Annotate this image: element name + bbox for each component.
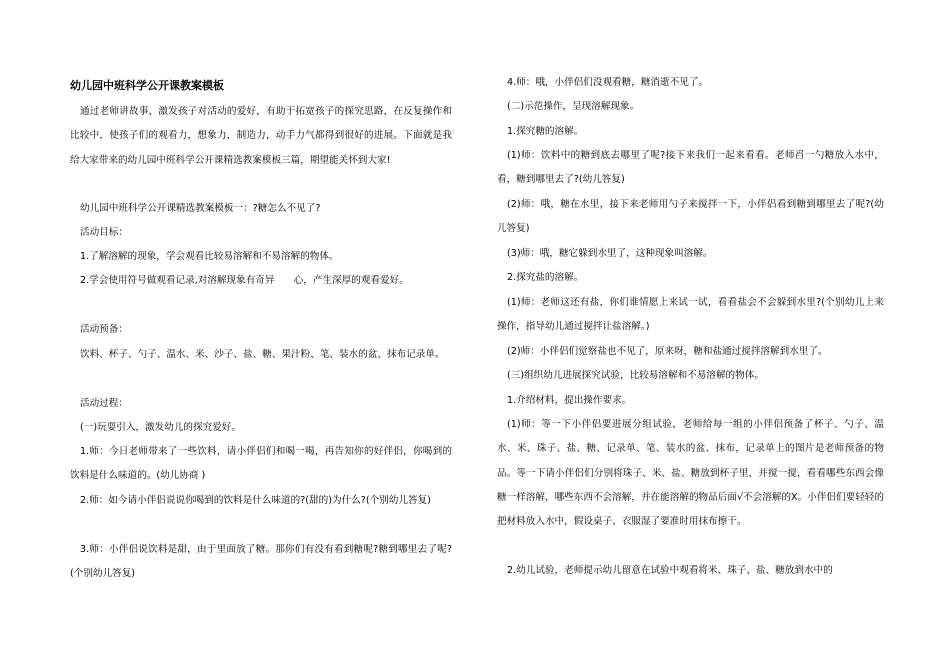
process-paragraph: 3.师：小伴侣说饮料是甜，由于里面放了糖。那你们有没有看到糖呢?糖到哪里去了呢?(个别幼儿答复) xyxy=(70,544,452,580)
objective-item: 1.了解溶解的现象，学会观看比较易溶解和不易溶解的物体。 xyxy=(80,251,339,262)
process-paragraph: (2)师：小伴侣们觉察盐也不见了，原来呀，糖和盐通过搅拌溶解到水里了。 xyxy=(507,346,828,357)
sub-heading: 2.探究盐的溶解。 xyxy=(507,272,584,283)
process-paragraph: (1)师：饮料中的糖到底去哪里了呢?接下来我们一起来看看。老师舀一勺糖放入水中，看，糖到哪里去了?(幼儿答复) xyxy=(497,150,884,186)
section-heading: (三)组织幼儿进展探究试验，比较易溶解和不易溶解的物体。 xyxy=(507,370,764,381)
section-heading: (一)玩耍引入，激发幼儿的探究爱好。 xyxy=(80,422,241,433)
preparation-heading: 活动预备： xyxy=(80,324,128,335)
process-paragraph: 4.师：哦，小伴侣们没观看糖，糖消逝不见了。 xyxy=(507,77,709,88)
objective-item: 2.学会使用符号做观看记录,对溶解现象有奇异 心，产生深厚的观看爱好。 xyxy=(80,275,409,286)
process-paragraph: 2.师：如今请小伴侣说说你喝到的饮料是什么味道的?(甜的)为什么?(个别幼儿答复) xyxy=(80,495,431,506)
process-paragraph: (1)师：等一下小伴侣要进展分组试验，老师给每一组的小伴侣预备了杯子、勺子、温水、米、珠子、盐、糖、记录单、笔、装水的盆、抹布，记录单上的图片是老师预备的物品。等一下请小伴侣们分别将珠子、米、盐、糖放到杯子里，并搅一搅，看看哪些东西会像糖一样溶解，哪些东西不会溶解，并在能溶解的物品后面√不会溶解的X。小伴侣们要轻轻的把材料放入水中，假设桌子、衣服湿了要准时用抹布擦干。 xyxy=(497,419,884,528)
section-heading: (二)示范操作，呈现溶解现象。 xyxy=(507,101,640,112)
sub-heading: 1.介绍材料，提出操作要求。 xyxy=(507,395,632,406)
materials-paragraph: 饮料、杯子、勺子、温水、米、沙子、盐、糖、果汁粉、笔、装水的盆、抹布记录单。 xyxy=(80,349,445,360)
process-paragraph: (2)师：哦，糖在水里，接下来老师用勺子来搅拌一下，小伴侣看到糖到哪里去了呢?(幼儿答复) xyxy=(497,199,884,235)
objectives-heading: 活动目标： xyxy=(80,227,128,238)
process-paragraph: 1.师：今日老师带来了一些饮料，请小伴侣们和喝一喝，再告知你的好伴侣，你喝到的饮料是什么味道的。(幼儿协商 ) xyxy=(70,446,452,482)
process-paragraph: 2.幼儿试验，老师提示幼儿留意在试验中观看将米、珠子、盐、糖放到水中的 xyxy=(507,565,833,576)
process-paragraph: (1)师：老师这还有盐，你们谁情愿上来试一试，看看盐会不会躲到水里?(个别幼儿上来操作，指导幼儿通过搅拌让盐溶解。) xyxy=(497,297,884,333)
document-title: 幼儿园中班科学公开课教案模板 xyxy=(70,79,224,92)
process-paragraph: (3)师：哦，糖它躲到水里了，这种现象叫溶解。 xyxy=(507,248,713,259)
sub-heading: 1.探究糖的溶解。 xyxy=(507,126,584,137)
process-heading: 活动过程： xyxy=(80,398,128,409)
intro-paragraph: 通过老师讲故事，激发孩子对活动的爱好，有助于拓宽孩子的探究思路，在反复操作和比较中，使孩子们的观看力，想象力，制造力，动手力气都得到很好的进展。下面就是我给大家带来的幼儿园中班科学公开课精选教案模板三篇，期望能关怀到大家! xyxy=(70,106,452,166)
lesson-heading: 幼儿园中班科学公开课精选教案模板一：?糖怎么不见了? xyxy=(80,203,321,214)
